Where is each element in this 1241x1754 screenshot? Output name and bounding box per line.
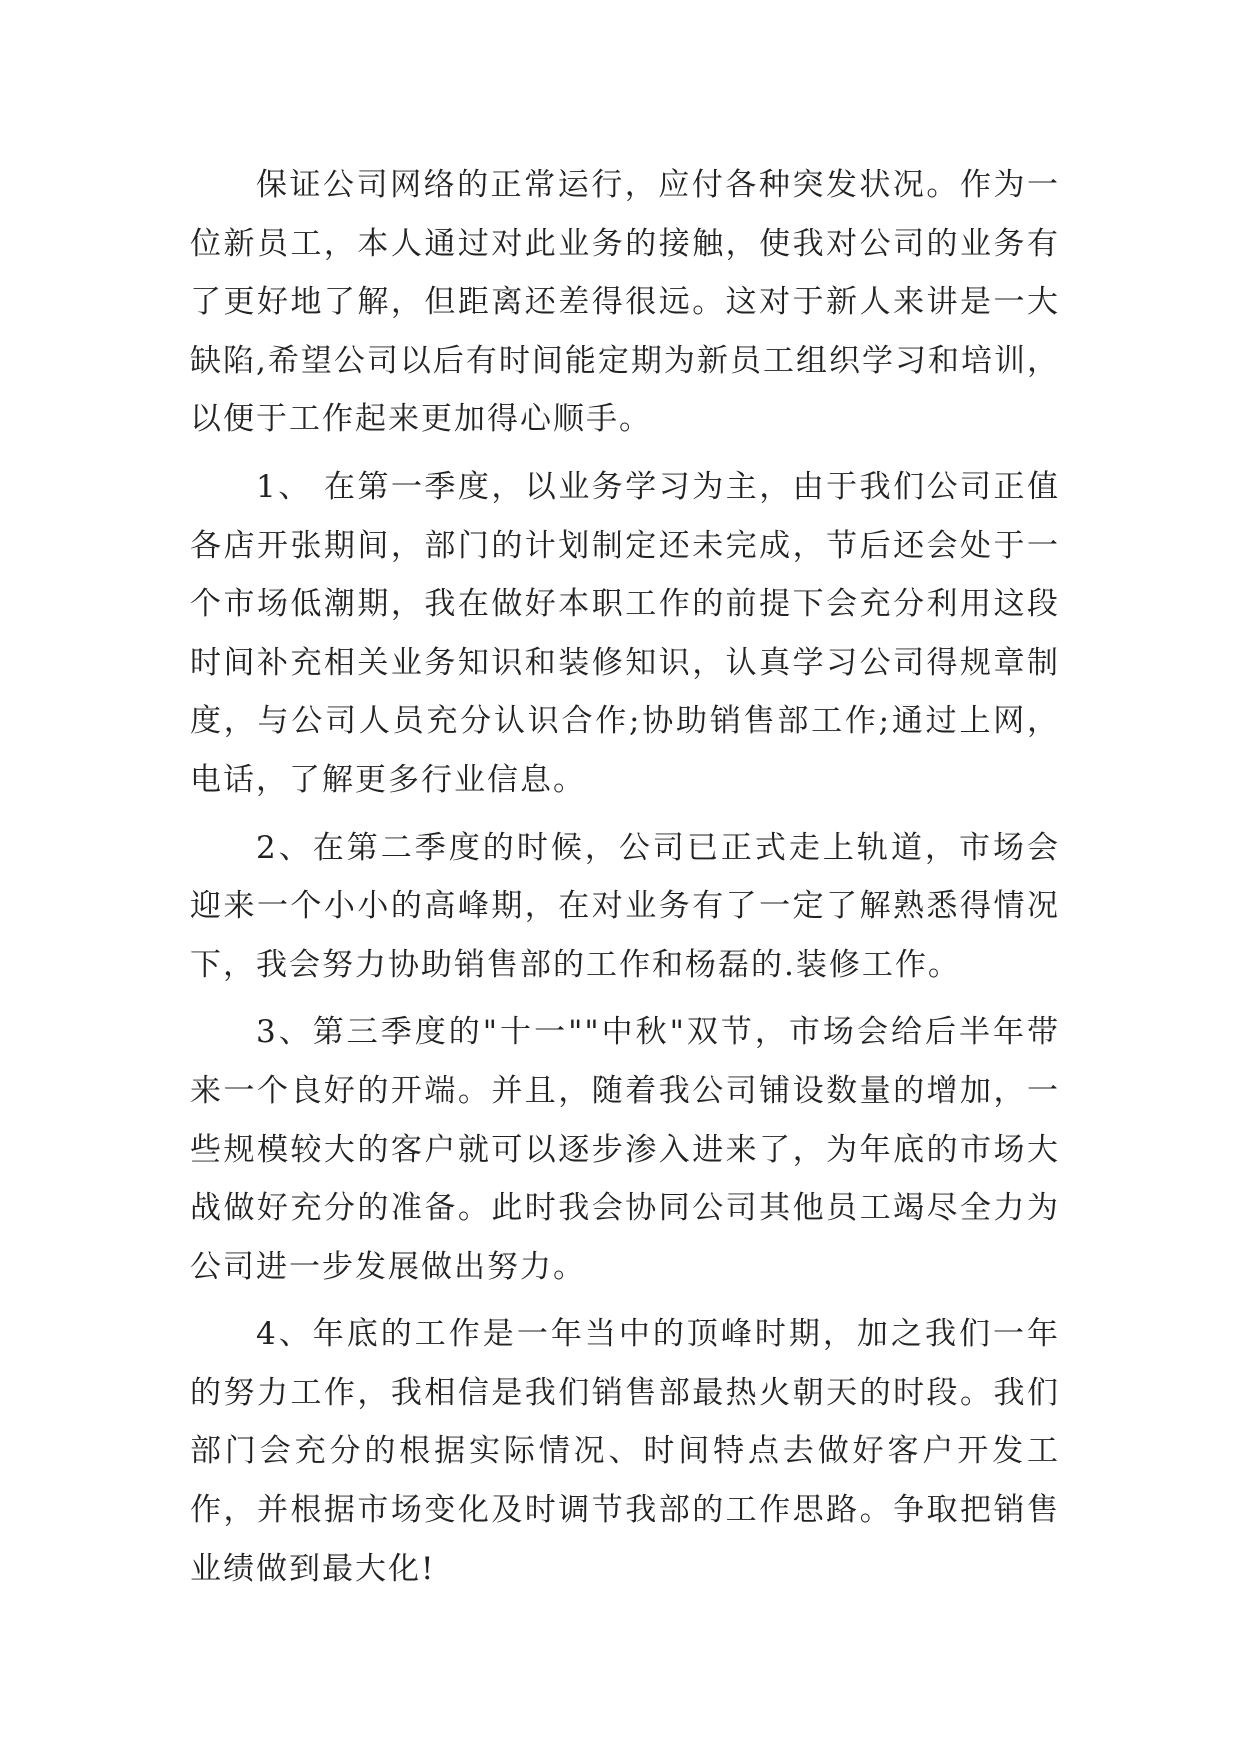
- document-body: [190, 156, 1060, 1607]
- paragraph-q2: 2、在第二季度的时候，公司已正式走上轨道，市场会迎来一个小小的高峰期，在对业务有了一定了解熟悉得情况下，我会努力协助销售部的工作和杨磊的.装修工作。: [190, 829, 1060, 983]
- paragraph-q1: 1、 在第一季度，以业务学习为主，由于我们公司正值各店开张期间，部门的计划制定还未完成，节后还会处于一个市场低潮期，我在做好本职工作的前提下会充分利用这段时间补充相关业务知识和装修知识，认真学习公司得规章制度，与公司人员充分认识合作;协助销售部工作;通过上网，电话，了解更多行业信息。: [190, 468, 1060, 798]
- paragraph-q4: 4、年底的工作是一年当中的顶峰时期，加之我们一年的努力工作，我相信是我们销售部最热火朝天的时段。我们部门会充分的根据实际情况、时间特点去做好客户开发工作，并根据市场变化及时调节我部的工作思路。争取把销售业绩做到最大化!: [190, 1316, 1060, 1587]
- paragraph-q3: 3、第三季度的"十一""中秋"双节，市场会给后半年带来一个良好的开端。并且，随着我公司铺设数量的增加，一些规模较大的客户就可以逐步渗入进来了，为年底的市场大战做好充分的准备。此时我会协同公司其他员工竭尽全力为公司进一步发展做出努力。: [190, 1014, 1060, 1285]
- paragraph-intro: 保证公司网络的正常运行，应付各种突发状况。作为一位新员工，本人通过对此业务的接触，使我对公司的业务有了更好地了解，但距离还差得很远。这对于新人来讲是一大缺陷,希望公司以后有时间能定期为新员工组织学习和培训，以便于工作起来更加得心顺手。: [190, 167, 1060, 438]
